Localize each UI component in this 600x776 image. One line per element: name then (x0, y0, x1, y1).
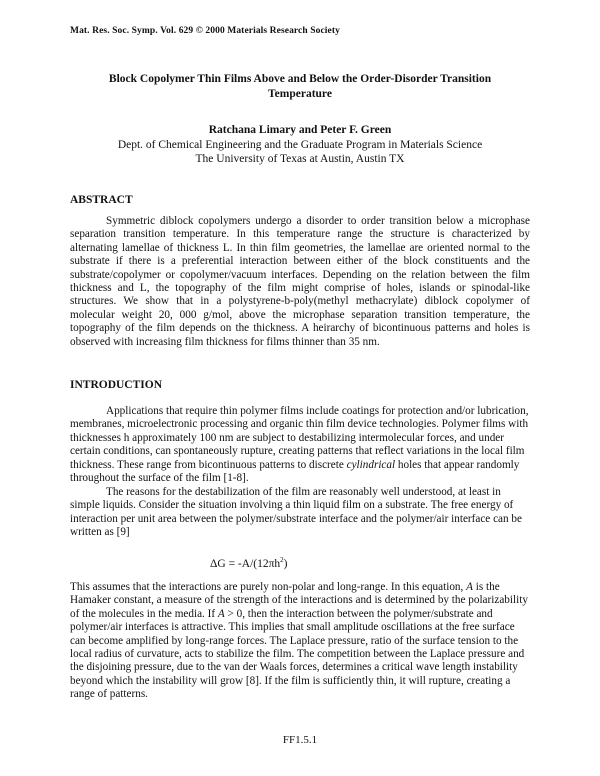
intro-p3-text-a: This assumes that the interactions are purely non-polar and long-range. In this equation, (70, 581, 467, 593)
equation-close: ) (283, 558, 288, 570)
abstract-text: Symmetric diblock copolymers undergo a disorder to order transition below a microphase separation transition temperature. In this temperature range the structure is characterized by alternating lamellae of thickness L. In thin film geometries, the lamellae are oriented normal to the substrate if there is a preferential interaction between either of the block constituents and the substrate/copolymer or copolymer/vacuum interfaces. Depending on the relation between the film thickness and L, the topography of the film might comprise of holes, islands or spinodal-like structures. We show that in a polystyrene-b-poly(methyl methacrylate) diblock copolymer of molecular weight 20, 000 g/mol, above the microphase separation transition temperature, the topography of the film depends on the thickness. A heirarchy of bicontinuous patterns and holes is observed with increasing film thickness for films thinner than 35 nm. (70, 215, 530, 348)
intro-p3-text-b: is the Hamaker constant, a measure of the strength of the interactions and is determined by the polarizability of the molecules in the media. If (70, 581, 528, 620)
introduction-heading: INTRODUCTION (70, 379, 163, 391)
intro-paragraph-3 (70, 581, 530, 702)
title-line-2: Temperature (268, 88, 332, 100)
author-names: Ratchana Limary and Peter F. Green (208, 124, 392, 136)
affiliation-line-1: Dept. of Chemical Engineering and the Graduate Program in Materials Science (117, 139, 483, 151)
intro-p1-italic: cylindrical (346, 458, 396, 471)
affiliation-line-2: The University of Texas at Austin, Austin TX (195, 153, 405, 165)
intro-paragraph-2: The reasons for the destabilization of the film are reasonably well understood, at least in simple liquids. Consider the situation involving a thin liquid film on a substrate. The free energy of interaction per unit area between the polymer/substrate interface and the polymer/air interface can be written as [9] (70, 486, 522, 539)
intro-p3-symbol-a1: A (466, 581, 473, 593)
title-line-1: Block Copolymer Thin Films Above and Below the Order-Disorder Transition (108, 73, 492, 85)
equation-main: ΔG = -A/(12πh (210, 558, 281, 570)
intro-p3-text-c: > 0, then the interaction between the polymer/substrate and polymer/air interfaces is attractive. This implies that small amplitude oscillations at the free surface can become amplified by long-range forces. The Laplace pressure, ratio of the surface tension to the local radius of curvature, acts to stabilize the film. The competition between the Laplace pressure and the disjoining pressure, due to the van der Waals forces, determines a critical wave length instability beyond which the instability will grow [8]. If the film is sufficiently thin, it will rupture, creating a range of patterns. (70, 607, 525, 701)
abstract-heading: ABSTRACT (70, 194, 133, 206)
paper-title (70, 72, 530, 102)
intro-p3-symbol-a2: A (217, 607, 225, 620)
journal-header: Mat. Res. Soc. Symp. Vol. 629 © 2000 Materials Research Society (70, 26, 340, 36)
intro-p1-text-a: Applications that require thin polymer films include coatings for protection and/or lubrication, membranes, microelectronic processing and organic thin film device technologies. Polymer films with thicknesses h approximately 100 nm are subject to destabilizing intermolecular forces, and under certain conditions, can spontaneously rupture, creating patterns that reflect variations in the local film thickness. These range from bicontinuous patterns to discrete (70, 405, 529, 471)
intro-p1-text-b: holes that appear randomly throughout the surface of the film [1-8]. (70, 458, 520, 485)
intro-paragraph-1 (70, 405, 530, 485)
equation-exponent: 2 (280, 556, 284, 564)
page-number: FF1.5.1 (282, 734, 318, 746)
equation-free-energy (210, 556, 288, 570)
